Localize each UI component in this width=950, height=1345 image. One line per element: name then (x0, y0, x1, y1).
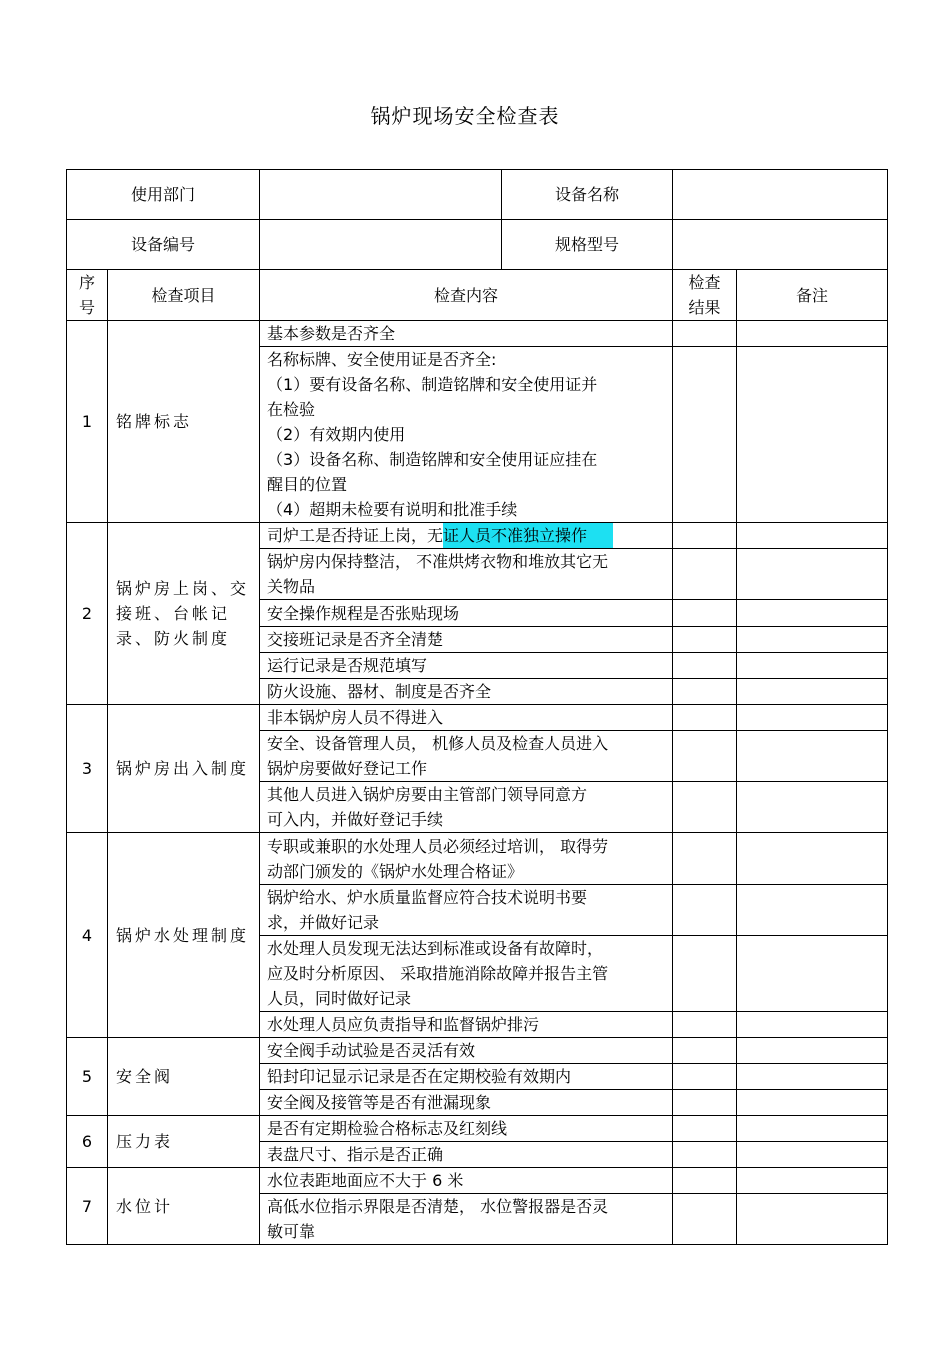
section-number: 6 (67, 1116, 108, 1168)
check-result-cell[interactable] (673, 1168, 737, 1194)
table-row (67, 1116, 888, 1142)
check-content (260, 731, 673, 782)
header-row-1 (67, 170, 888, 220)
content-line: 基本参数是否齐全 (267, 324, 396, 343)
check-content (260, 1064, 673, 1090)
col-result (673, 270, 737, 321)
section-item: 压力表 (108, 1116, 260, 1168)
section-item: 锅炉房出入制度 (108, 705, 260, 833)
remark-cell[interactable] (737, 347, 888, 523)
remark-cell[interactable] (737, 731, 888, 782)
remark-cell[interactable] (737, 1194, 888, 1245)
check-content (260, 679, 673, 705)
check-content (260, 627, 673, 653)
section-item: 锅炉水处理制度 (108, 833, 260, 1038)
content-line: 应及时分析原因、 采取措施消除故障并报告主管 (267, 964, 609, 983)
remark-cell[interactable] (737, 936, 888, 1012)
section-number: 3 (67, 705, 108, 833)
content-line: 是否有定期检验合格标志及红刻线 (267, 1119, 508, 1138)
check-result-cell[interactable] (673, 731, 737, 782)
check-content (260, 347, 673, 523)
content-text: 司炉工是否持证上岗，无 (267, 526, 444, 545)
check-result-cell[interactable] (673, 1038, 737, 1064)
remark-cell[interactable] (737, 885, 888, 936)
table-row (67, 1038, 888, 1064)
remark-cell[interactable] (737, 1116, 888, 1142)
content-line: 人员，同时做好记录 (267, 989, 412, 1008)
check-result-cell[interactable] (673, 782, 737, 833)
table-row (67, 523, 888, 549)
check-content (260, 1142, 673, 1168)
col-result-line1: 检查 (688, 273, 721, 292)
content-line: （3）设备名称、制造铭牌和安全使用证应挂在 (267, 450, 598, 469)
section-item: 铭牌标志 (108, 321, 260, 523)
check-result-cell[interactable] (673, 885, 737, 936)
table-row (67, 705, 888, 731)
table-row (67, 833, 888, 885)
check-result-cell[interactable] (673, 1090, 737, 1116)
content-line: （4）超期未检要有说明和批准手续 (267, 500, 518, 519)
content-line: 交接班记录是否齐全清楚 (267, 630, 444, 649)
remark-cell[interactable] (737, 627, 888, 653)
check-result-cell[interactable] (673, 347, 737, 523)
check-content (260, 1038, 673, 1064)
section-number: 4 (67, 833, 108, 1038)
remark-cell[interactable] (737, 679, 888, 705)
remark-cell[interactable] (737, 1012, 888, 1038)
check-content (260, 936, 673, 1012)
content-line: 可入内，并做好登记手续 (267, 810, 444, 829)
content-line: 高低水位指示界限是否清楚， 水位警报器是否灵 (267, 1197, 609, 1216)
content-line: 在检验 (267, 400, 316, 419)
content-line: 敏可靠 (267, 1222, 316, 1241)
remark-cell[interactable] (737, 653, 888, 679)
check-content (260, 600, 673, 627)
remark-cell[interactable] (737, 1064, 888, 1090)
col-no-line2: 号 (78, 298, 95, 317)
remark-cell[interactable] (737, 782, 888, 833)
section-number: 2 (67, 523, 108, 705)
remark-cell[interactable] (737, 549, 888, 600)
content-line: 动部门颁发的《锅炉水处理合格证》 (267, 861, 524, 881)
section-number: 1 (67, 321, 108, 523)
remark-cell[interactable] (737, 321, 888, 347)
check-result-cell[interactable] (673, 1194, 737, 1245)
content-line: 其他人员进入锅炉房要由主管部门领导同意方 (267, 785, 588, 804)
section-item: 水位计 (108, 1168, 260, 1245)
check-result-cell[interactable] (673, 600, 737, 627)
check-content (260, 1012, 673, 1038)
section-item: 锅炉房上岗、交接班、台帐记录、防火制度 (108, 523, 260, 705)
content-line: 铅封印记显示记录是否在定期校验有效期内 (267, 1067, 572, 1086)
check-content (260, 653, 673, 679)
remark-cell[interactable] (737, 1142, 888, 1168)
check-content (260, 549, 673, 600)
inspection-table (66, 169, 888, 1245)
check-content (260, 885, 673, 936)
col-no-line1: 序 (78, 273, 95, 292)
check-content (260, 1168, 673, 1194)
check-result-cell[interactable] (673, 1116, 737, 1142)
section-item: 安全阀 (108, 1038, 260, 1116)
col-item: 检查项目 (108, 270, 260, 321)
check-result-cell[interactable] (673, 1012, 737, 1038)
col-result-line2: 结果 (688, 298, 721, 317)
remark-cell[interactable] (737, 705, 888, 731)
check-result-cell[interactable] (673, 833, 737, 885)
remark-cell[interactable] (737, 1038, 888, 1064)
check-content (260, 705, 673, 731)
content-line: 醒目的位置 (267, 475, 348, 494)
equip-no-value[interactable] (260, 220, 502, 270)
check-content (260, 523, 673, 549)
dept-value[interactable] (260, 170, 502, 220)
table-row (67, 321, 888, 347)
check-result-cell[interactable] (673, 523, 737, 549)
content-line: 水处理人员应负责指导和监督锅炉排污 (267, 1015, 540, 1034)
content-line: （1）要有设备名称、制造铭牌和安全使用证并 (267, 375, 598, 394)
content-line: 锅炉给水、炉水质量监督应符合技术说明书要 (267, 888, 588, 907)
check-content (260, 782, 673, 833)
remark-cell[interactable] (737, 1168, 888, 1194)
content-line: （2）有效期内使用 (267, 425, 406, 444)
content-line: 锅炉房内保持整洁， 不准烘烤衣物和堆放其它无 (267, 552, 609, 571)
section-number: 7 (67, 1168, 108, 1245)
content-line: 安全操作规程是否张贴现场 (267, 603, 460, 623)
check-result-cell[interactable] (673, 705, 737, 731)
check-result-cell[interactable] (673, 321, 737, 347)
content-line: 锅炉房要做好登记工作 (267, 759, 428, 778)
check-content (260, 833, 673, 885)
remark-cell[interactable] (737, 1090, 888, 1116)
content-line: 关物品 (267, 577, 316, 596)
check-result-cell[interactable] (673, 549, 737, 600)
model-label: 规格型号 (502, 220, 673, 270)
content-line: 水位表距地面应不大于 6 米 (267, 1171, 464, 1190)
col-content: 检查内容 (260, 270, 673, 321)
header-row-2 (67, 220, 888, 270)
check-result-cell[interactable] (673, 627, 737, 653)
equip-name-value[interactable] (673, 170, 888, 220)
check-result-cell[interactable] (673, 1064, 737, 1090)
content-line: 安全、设备管理人员， 机修人员及检查人员进入 (267, 734, 609, 753)
col-no (67, 270, 108, 321)
column-header-row (67, 270, 888, 321)
check-content (260, 1090, 673, 1116)
content-line: 专职或兼职的水处理人员必须经过培训， 取得劳 (267, 836, 609, 856)
remark-cell[interactable] (737, 600, 888, 627)
equip-name-label: 设备名称 (502, 170, 673, 220)
remark-cell[interactable] (737, 523, 888, 549)
check-content (260, 1194, 673, 1245)
content-line: 水处理人员发现无法达到标准或设备有故障时， (267, 939, 604, 958)
remark-cell[interactable] (737, 833, 888, 885)
check-content (260, 1116, 673, 1142)
content-line: 运行记录是否规范填写 (267, 656, 428, 675)
section-number: 5 (67, 1038, 108, 1116)
content-line: 表盘尺寸、指示是否正确 (267, 1145, 444, 1164)
content-line: 求，并做好记录 (267, 913, 380, 932)
highlighted-text: 证人员不准独立操作 (443, 523, 613, 548)
content-line: 防火设施、器材、制度是否齐全 (267, 682, 492, 701)
content-line: 非本锅炉房人员不得进入 (267, 708, 444, 727)
check-content (260, 321, 673, 347)
col-remark: 备注 (737, 270, 888, 321)
dept-label: 使用部门 (67, 170, 260, 220)
check-result-cell[interactable] (673, 679, 737, 705)
content-line: 名称标牌、安全使用证是否齐全: (267, 350, 497, 369)
check-result-cell[interactable] (673, 936, 737, 1012)
page-title: 锅炉现场安全检查表 (370, 104, 560, 128)
content-line: 安全阀手动试验是否灵活有效 (267, 1041, 476, 1060)
content-line: 安全阀及接管等是否有泄漏现象 (267, 1093, 492, 1112)
check-result-cell[interactable] (673, 653, 737, 679)
equip-no-label: 设备编号 (67, 220, 260, 270)
check-result-cell[interactable] (673, 1142, 737, 1168)
table-row (67, 1168, 888, 1194)
model-value[interactable] (673, 220, 888, 270)
